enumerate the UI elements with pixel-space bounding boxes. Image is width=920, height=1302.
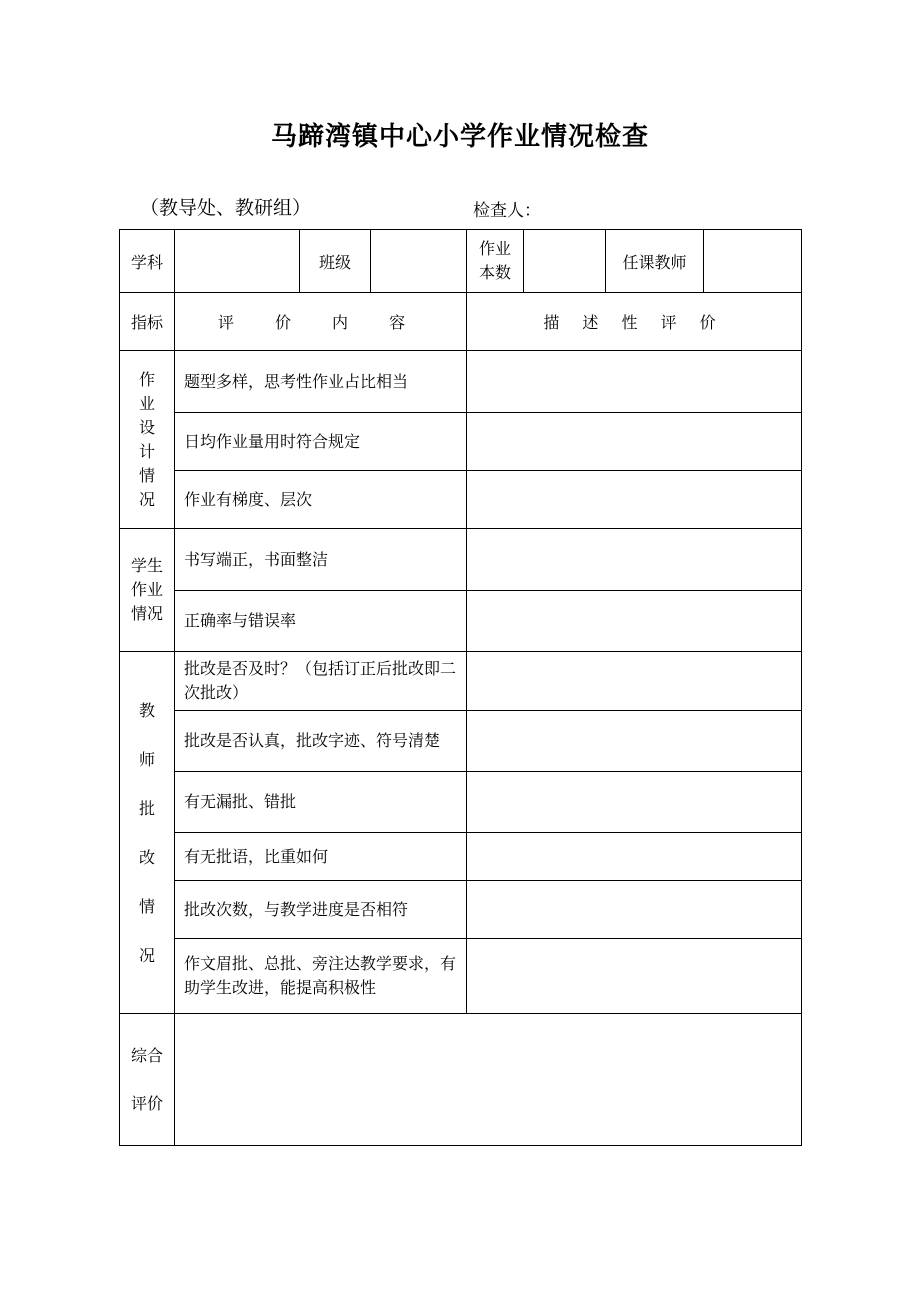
summary-field[interactable] [175, 1014, 802, 1146]
student-item-2: 正确率与错误率 [175, 591, 467, 652]
evaluation-header: 描 述 性 评 价 [467, 293, 802, 351]
teacher-item-2: 批改是否认真，批改字迹、符号清楚 [175, 711, 467, 772]
teacher-eval-6[interactable] [467, 939, 802, 1014]
teacher-eval-2[interactable] [467, 711, 802, 772]
student-eval-2[interactable] [467, 591, 802, 652]
student-item-1: 书写端正，书面整洁 [175, 529, 467, 591]
page-title: 马蹄湾镇中心小学作业情况检查 [270, 122, 649, 152]
class-label: 班级 [300, 230, 371, 293]
teacher-eval-1[interactable] [467, 652, 802, 711]
design-eval-2[interactable] [467, 413, 802, 471]
teacher-eval-4[interactable] [467, 833, 802, 881]
teacher-item-5: 批改次数，与教学进度是否相符 [175, 881, 467, 939]
subject-field[interactable] [175, 230, 300, 293]
homework-count-label [467, 230, 524, 293]
design-section-label [120, 351, 175, 529]
summary-label [120, 1014, 175, 1146]
summary-label-line1: 综合 [130, 1045, 163, 1065]
design-item-1: 题型多样，思考性作业占比相当 [175, 351, 467, 413]
teacher-section-text: 教师批改情况 [138, 700, 155, 965]
design-item-2: 日均作业量用时符合规定 [175, 413, 467, 471]
teacher-section-label [120, 652, 175, 1014]
inspection-form [119, 229, 802, 1146]
student-section-label [120, 529, 175, 652]
design-item-3: 作业有梯度、层次 [175, 471, 467, 529]
student-section-text: 学生作业情况 [130, 556, 163, 623]
teacher-eval-5[interactable] [467, 881, 802, 939]
teacher-item-3: 有无漏批、错批 [175, 772, 467, 833]
teacher-item-4: 有无批语，比重如何 [175, 833, 467, 881]
homework-count-text: 作业本数 [478, 239, 511, 282]
inspector-label: 检查人： [473, 201, 541, 221]
teacher-eval-3[interactable] [467, 772, 802, 833]
content-header: 评 价 内 容 [175, 293, 467, 351]
homework-count-field[interactable] [524, 230, 606, 293]
department-label: （教导处、教研组） [140, 197, 312, 219]
design-eval-3[interactable] [467, 471, 802, 529]
design-eval-1[interactable] [467, 351, 802, 413]
teacher-field[interactable] [704, 230, 802, 293]
student-eval-1[interactable] [467, 529, 802, 591]
subject-label: 学科 [120, 230, 175, 293]
teacher-item-1: 批改是否及时？（包括订正后批改即二次批改） [175, 652, 467, 711]
design-section-text: 作业设计情况 [138, 369, 155, 509]
class-field[interactable] [371, 230, 467, 293]
indicator-header: 指标 [120, 293, 175, 351]
teacher-label: 任课教师 [606, 230, 704, 293]
summary-label-line2: 评价 [130, 1093, 163, 1113]
teacher-item-6: 作文眉批、总批、旁注达教学要求，有助学生改进，能提高积极性 [175, 939, 467, 1014]
